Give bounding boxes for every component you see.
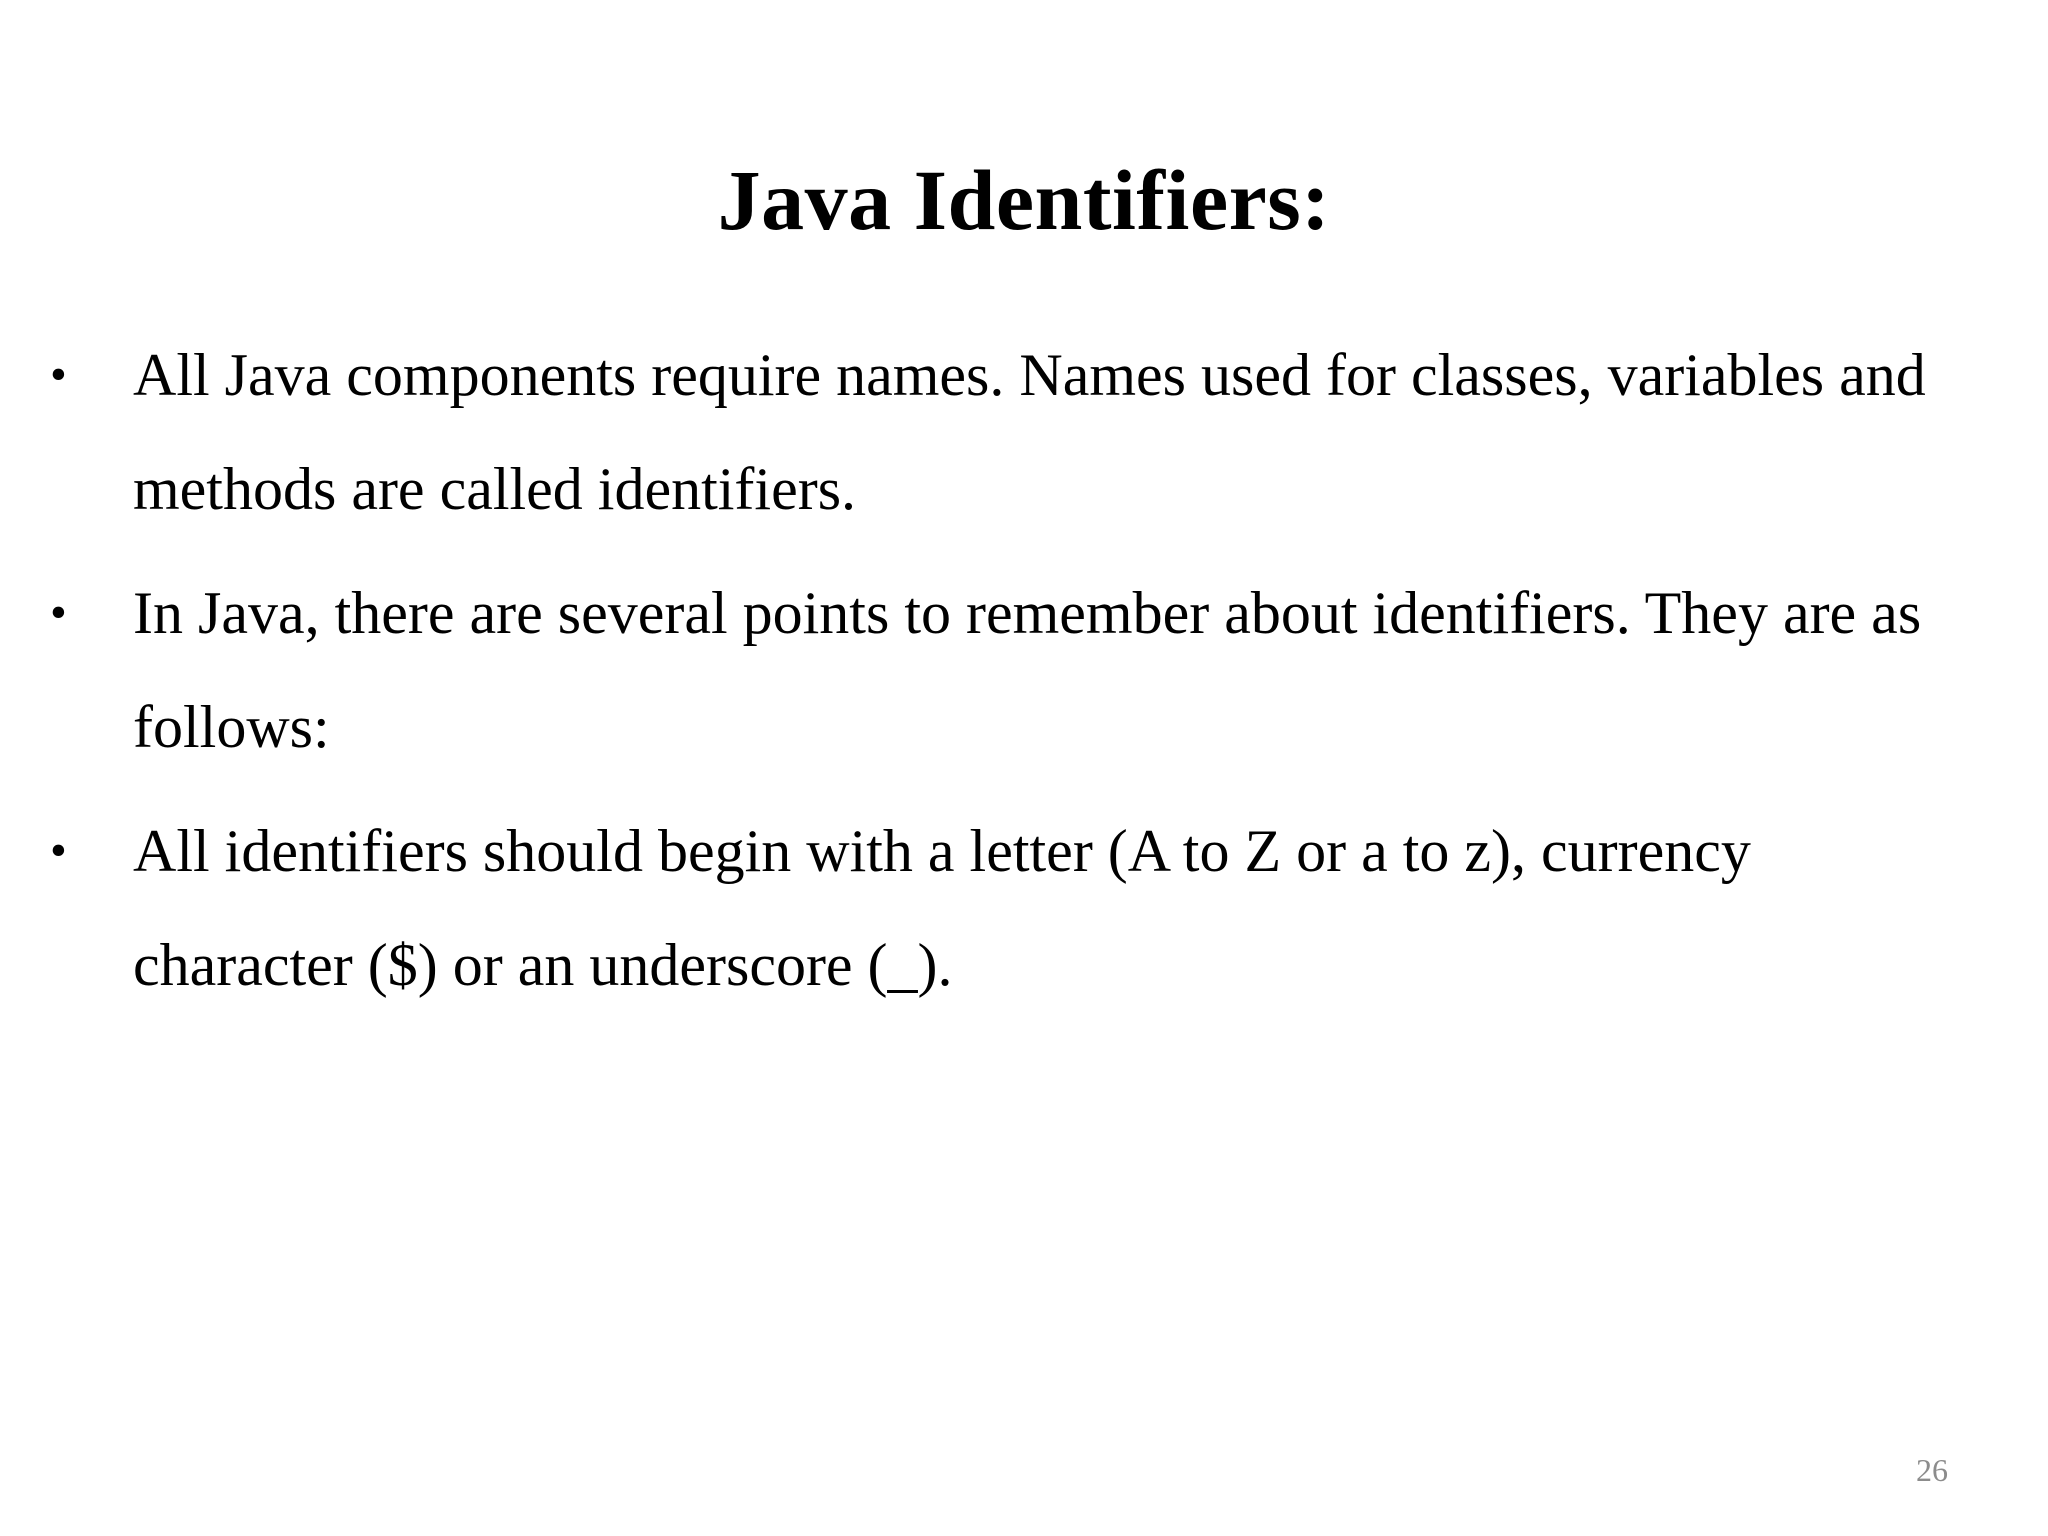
slide-title: Java Identifiers: [717, 152, 1331, 248]
bullet-list [0, 318, 2048, 1032]
bullet-item [0, 556, 2048, 784]
bullet-text: All identifiers should begin with a letter (A to Z or a to z), currency character ($) or an underscore (_). [133, 818, 1751, 998]
bullet-text: In Java, there are several points to remember about identifiers. They are as follows: [133, 580, 1922, 760]
page-number: 26 [1916, 1452, 1948, 1488]
bullet-icon: • [50, 348, 67, 401]
bullet-item [0, 794, 2048, 1022]
bullet-icon: • [50, 824, 67, 877]
bullet-text: All Java components require names. Names used for classes, variables and methods are called identifiers. [133, 342, 1926, 522]
bullet-icon: • [50, 586, 67, 639]
bullet-item [0, 318, 2048, 546]
